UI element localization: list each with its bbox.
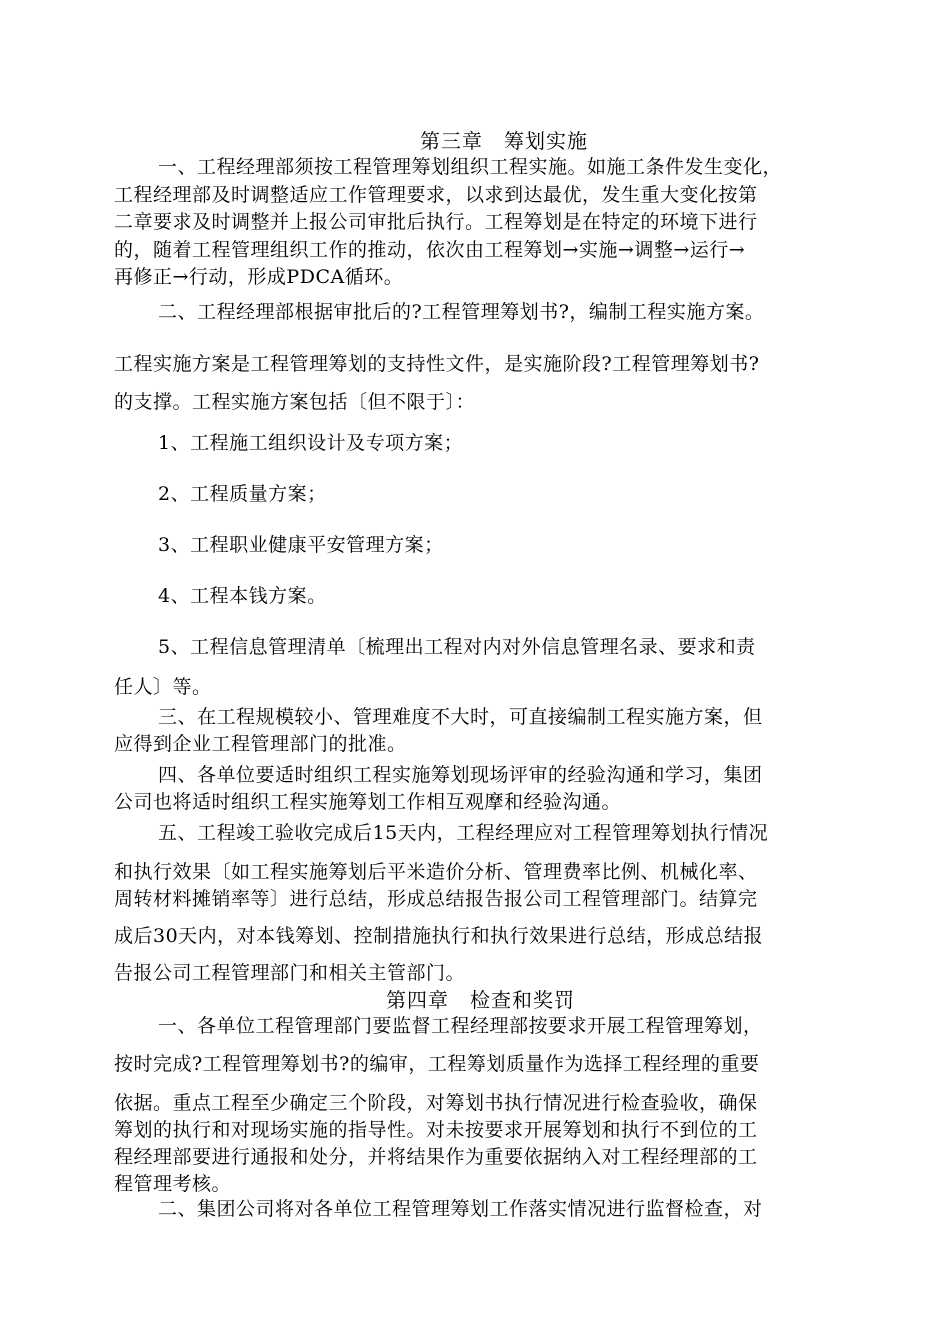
paragraph-line: 告报公司工程管理部门和相关主管部门。 bbox=[114, 962, 466, 984]
paragraph-line: 成后30天内，对本钱筹划、控制措施执行和执行效果进行总结，形成总结报 bbox=[114, 925, 764, 947]
paragraph-line: 周转材料摊销率等〕进行总结，形成总结报告报公司工程管理部门。结算完 bbox=[114, 888, 758, 910]
paragraph-line: 一、各单位工程管理部门要监督工程经理部按要求开展工程管理筹划， bbox=[158, 1015, 763, 1037]
paragraph-line: 筹划的执行和对现场实施的指导性。对未按要求开展筹划和执行不到位的工 bbox=[114, 1119, 758, 1141]
paragraph-line: 一、工程经理部须按工程管理筹划组织工程实施。如施工条件发生变化， bbox=[158, 156, 783, 178]
paragraph-line: 二、集团公司将对各单位工程管理筹划工作落实情况进行监督检查，对 bbox=[158, 1198, 763, 1220]
paragraph-line: 依据。重点工程至少确定三个阶段，对筹划书执行情况进行检查验收，确保 bbox=[114, 1092, 758, 1114]
paragraph-line: 程经理部要进行通报和处分，并将结果作为重要依据纳入对工程经理部的工 bbox=[114, 1146, 758, 1168]
paragraph-line: 任人〕等。 bbox=[114, 676, 212, 698]
paragraph-line: 应得到企业工程管理部门的批准。 bbox=[114, 733, 407, 755]
paragraph-line: 工程经理部及时调整适应工作管理要求，以求到达最优，发生重大变化按第 bbox=[114, 184, 758, 206]
paragraph-line: 二、工程经理部根据审批后的?工程管理筹划书?，编制工程实施方案。 bbox=[158, 301, 765, 323]
paragraph-line: 再修正→行动，形成PDCA循环。 bbox=[114, 266, 404, 288]
paragraph-line: 三、在工程规模较小、管理难度不大时，可直接编制工程实施方案，但 bbox=[158, 706, 763, 728]
paragraph-line: 和执行效果〔如工程实施筹划后平米造价分析、管理费率比例、机械化率、 bbox=[114, 861, 758, 883]
list-item: 3、工程职业健康平安管理方案； bbox=[158, 534, 444, 556]
paragraph-line: 公司也将适时组织工程实施筹划工作相互观摩和经验沟通。 bbox=[114, 791, 622, 813]
chapter-3-title: 第三章 筹划实施 bbox=[420, 129, 588, 153]
list-item: 4、工程本钱方案。 bbox=[158, 585, 327, 607]
list-item: 5、工程信息管理清单〔梳理出工程对内对外信息管理名录、要求和责 bbox=[158, 636, 756, 658]
paragraph-line: 四、各单位要适时组织工程实施筹划现场评审的经验沟通和学习，集团 bbox=[158, 764, 763, 786]
paragraph-line: 工程实施方案是工程管理筹划的支持性文件，是实施阶段?工程管理筹划书? bbox=[114, 353, 760, 375]
paragraph-line: 五、工程竣工验收完成后15天内，工程经理应对工程管理筹划执行情况 bbox=[158, 822, 769, 844]
list-item: 1、工程施工组织设计及专项方案； bbox=[158, 432, 464, 454]
chapter-4-title: 第四章 检查和奖罚 bbox=[386, 988, 575, 1012]
paragraph-line: 的支撑。工程实施方案包括〔但不限于〕： bbox=[114, 391, 476, 413]
paragraph-line: 二章要求及时调整并上报公司审批后执行。工程筹划是在特定的环境下进行 bbox=[114, 211, 758, 233]
paragraph-line: 按时完成?工程管理筹划书?的编审，工程筹划质量作为选择工程经理的重要 bbox=[114, 1053, 760, 1075]
list-item: 2、工程质量方案； bbox=[158, 483, 327, 505]
paragraph-line: 的，随着工程管理组织工作的推动，依次由工程筹划→实施→调整→运行→ bbox=[114, 239, 746, 261]
paragraph-line: 程管理考核。 bbox=[114, 1173, 232, 1195]
